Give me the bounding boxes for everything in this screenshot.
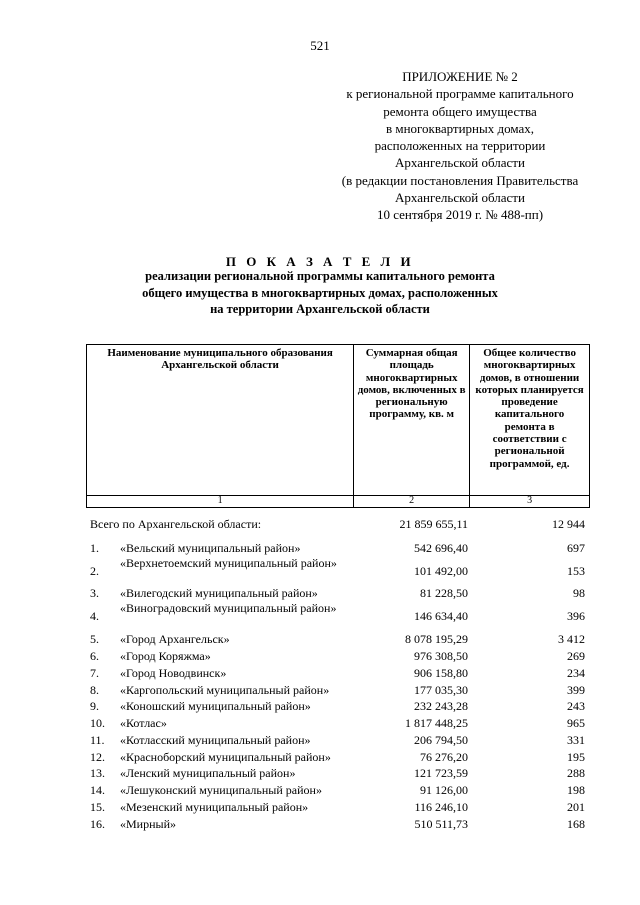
row-number: 7. bbox=[90, 666, 99, 680]
page-number: 521 bbox=[310, 38, 330, 53]
row-number: 6. bbox=[90, 649, 99, 663]
table-row bbox=[90, 649, 590, 665]
column-header-area: Суммарная общая площадь многоквартирных домов, включенных в региональную программу, кв. м bbox=[354, 345, 470, 496]
row-count: 153 bbox=[567, 564, 585, 578]
row-count: 98 bbox=[573, 586, 585, 600]
row-name: «Вилегодский муниципальный район» bbox=[120, 586, 318, 600]
row-area: 976 308,50 bbox=[414, 649, 468, 663]
row-name: «Лешуконский муниципальный район» bbox=[120, 783, 322, 797]
appendix-line: ремонта общего имущества bbox=[383, 103, 537, 119]
row-name: «Ленский муниципальный район» bbox=[120, 766, 296, 780]
table-row bbox=[90, 699, 590, 715]
row-count: 399 bbox=[567, 683, 585, 697]
row-count: 198 bbox=[567, 783, 585, 797]
row-name: «Котласский муниципальный район» bbox=[120, 733, 311, 747]
column-number: 1 bbox=[87, 496, 354, 508]
row-count: 288 bbox=[567, 766, 585, 780]
column-number: 3 bbox=[470, 496, 590, 508]
table-row bbox=[90, 586, 590, 602]
table-row bbox=[90, 683, 590, 699]
row-count: 201 bbox=[567, 800, 585, 814]
table-row bbox=[90, 766, 590, 782]
appendix-block bbox=[310, 68, 610, 224]
row-number: 1. bbox=[90, 541, 99, 555]
appendix-line: (в редакции постановления Правительства bbox=[341, 172, 579, 188]
column-header-count: Общее количество многоквартирных домов, в отношении которых планируется проведение капитального ремонта в соответствии с региональной программой, ед. bbox=[470, 345, 590, 496]
table-row bbox=[90, 817, 590, 833]
total-row bbox=[90, 517, 590, 533]
row-count: 3 412 bbox=[558, 632, 585, 646]
row-area: 206 794,50 bbox=[414, 733, 468, 747]
subtitle-line: реализации региональной программы капитального ремонта bbox=[145, 269, 495, 283]
row-area: 116 246,10 bbox=[414, 800, 468, 814]
row-count: 396 bbox=[567, 609, 585, 623]
table-row bbox=[90, 733, 590, 749]
row-number: 3. bbox=[90, 586, 99, 600]
row-name: «Вельский муниципальный район» bbox=[120, 541, 301, 555]
row-name: «Красноборский муниципальный район» bbox=[120, 750, 331, 764]
appendix-line: расположенных на территории bbox=[374, 138, 546, 154]
total-label: Всего по Архангельской области: bbox=[90, 517, 262, 531]
total-count: 12 944 bbox=[552, 517, 585, 531]
row-area: 81 228,50 bbox=[420, 586, 468, 600]
table-row bbox=[90, 556, 590, 586]
column-number: 2 bbox=[354, 496, 470, 508]
row-number: 8. bbox=[90, 683, 99, 697]
row-count: 168 bbox=[567, 817, 585, 831]
subtitle-line: общего имущества в многоквартирных домах, расположенных bbox=[142, 285, 498, 300]
column-header-municipality: Наименование муниципального образования Архангельской области bbox=[87, 345, 354, 496]
row-area: 8 078 195,29 bbox=[405, 632, 468, 646]
document-subtitle bbox=[0, 268, 640, 318]
total-area: 21 859 655,11 bbox=[399, 517, 468, 531]
document-title: П О К А З А Т Е Л И bbox=[225, 254, 415, 269]
appendix-line: в многоквартирных домах, bbox=[385, 120, 535, 136]
row-count: 965 bbox=[567, 716, 585, 730]
table-header bbox=[86, 344, 590, 508]
table-row bbox=[90, 632, 590, 648]
row-name: «Город Коряжма» bbox=[120, 649, 211, 663]
row-area: 146 634,40 bbox=[414, 609, 468, 623]
table-row bbox=[90, 541, 590, 557]
row-number: 5. bbox=[90, 632, 99, 646]
appendix-line: Архангельской области bbox=[395, 190, 525, 206]
row-count: 269 bbox=[567, 649, 585, 663]
row-area: 1 817 448,25 bbox=[405, 716, 468, 730]
row-area: 121 723,59 bbox=[414, 766, 468, 780]
row-count: 234 bbox=[567, 666, 585, 680]
row-area: 232 243,28 bbox=[414, 699, 468, 713]
table-row bbox=[90, 783, 590, 799]
table-row bbox=[90, 666, 590, 682]
row-name: «Виноградовский муниципальный район» bbox=[120, 601, 337, 615]
row-count: 331 bbox=[567, 733, 585, 747]
row-area: 510 511,73 bbox=[414, 817, 468, 831]
row-name: «Мезенский муниципальный район» bbox=[120, 800, 309, 814]
table-row bbox=[90, 716, 590, 732]
row-number: 14. bbox=[90, 783, 105, 797]
row-name: «Котлас» bbox=[120, 716, 167, 730]
row-count: 697 bbox=[567, 541, 585, 555]
table-row bbox=[90, 601, 590, 631]
subtitle-line: на территории Архангельской области bbox=[210, 302, 430, 316]
appendix-line: 10 сентября 2019 г. № 488-пп) bbox=[376, 207, 544, 223]
appendix-line: ПРИЛОЖЕНИЕ № 2 bbox=[402, 69, 518, 84]
row-number: 9. bbox=[90, 699, 99, 713]
row-number: 13. bbox=[90, 766, 105, 780]
row-name: «Город Новодвинск» bbox=[120, 666, 227, 680]
appendix-line: к региональной программе капитального bbox=[346, 86, 574, 102]
row-area: 906 158,80 bbox=[414, 666, 468, 680]
row-count: 195 bbox=[567, 750, 585, 764]
row-number: 4. bbox=[90, 609, 99, 623]
row-area: 101 492,00 bbox=[414, 564, 468, 578]
row-name: «Коношский муниципальный район» bbox=[120, 699, 311, 713]
row-name: «Каргопольский муниципальный район» bbox=[120, 683, 330, 697]
row-area: 76 276,20 bbox=[420, 750, 468, 764]
row-area: 542 696,40 bbox=[414, 541, 468, 555]
row-number: 10. bbox=[90, 716, 105, 730]
row-number: 11. bbox=[90, 733, 105, 747]
row-number: 15. bbox=[90, 800, 105, 814]
row-name: «Город Архангельск» bbox=[120, 632, 230, 646]
row-number: 2. bbox=[90, 564, 99, 578]
row-name: «Мирный» bbox=[120, 817, 176, 831]
table-row bbox=[90, 800, 590, 816]
row-count: 243 bbox=[567, 699, 585, 713]
appendix-line: Архангельской области bbox=[395, 155, 525, 171]
row-area: 177 035,30 bbox=[414, 683, 468, 697]
row-number: 16. bbox=[90, 817, 105, 831]
row-area: 91 126,00 bbox=[420, 783, 468, 797]
row-name: «Верхнетоемский муниципальный район» bbox=[120, 556, 337, 570]
row-number: 12. bbox=[90, 750, 105, 764]
table-row bbox=[90, 750, 590, 766]
